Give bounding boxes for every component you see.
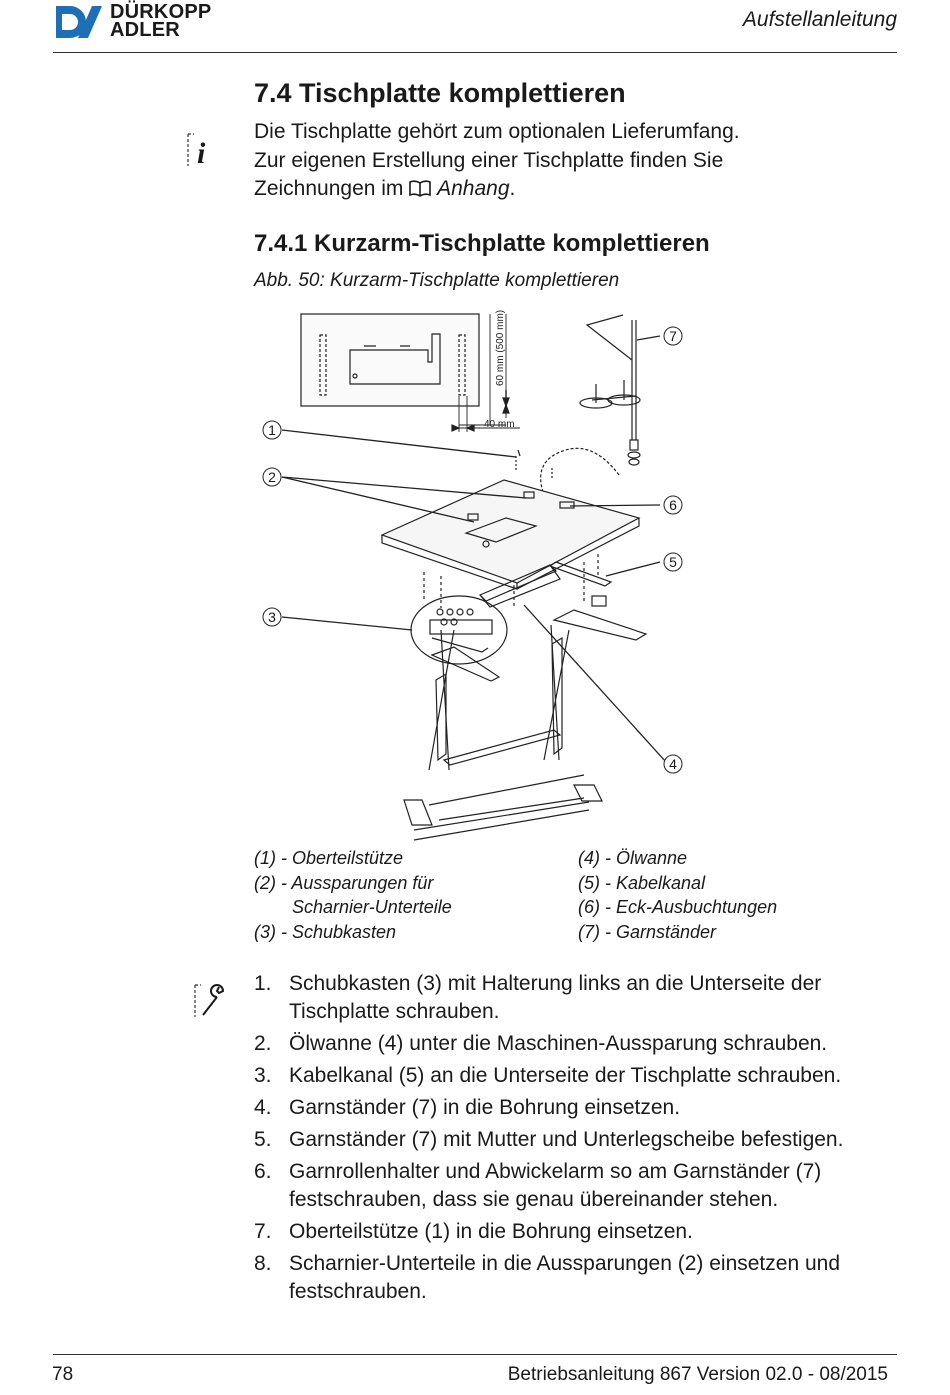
section-title: 7.4 Tischplatte komplettieren: [254, 78, 626, 108]
step-text: Kabelkanal (5) an die Unterseite der Tischplatte schrauben.: [289, 1064, 842, 1087]
step-text: Garnständer (7) mit Mutter und Unterlegscheibe befestigen.: [289, 1128, 844, 1151]
svg-text:4: 4: [669, 756, 677, 772]
svg-text:i: i: [197, 137, 206, 168]
legend-item-2: (2) - Aussparungen für: [254, 872, 434, 893]
legend-right: [578, 846, 777, 944]
step-text: Garnständer (7) in die Bohrung einsetzen.: [289, 1096, 681, 1119]
drawer-detail-circle: [411, 596, 507, 664]
callout-4: [664, 755, 682, 773]
info-icon: [186, 132, 220, 168]
step-number: 8.: [254, 1252, 272, 1275]
callout-1: [263, 421, 281, 439]
step-item: [254, 1094, 914, 1122]
legend-left: [254, 846, 452, 944]
svg-text:3: 3: [268, 609, 276, 625]
wrench-icon: [193, 983, 227, 1019]
cable-channel: [550, 562, 611, 586]
step-item: [254, 970, 914, 1026]
svg-text:7: 7: [669, 328, 677, 344]
brand-logo-icon: [52, 2, 108, 42]
svg-text:5: 5: [669, 554, 677, 570]
info-line-3-end: .: [509, 177, 516, 200]
page-number: 78: [52, 1364, 74, 1385]
step-text: Scharnier-Unterteile in die Aussparungen (2) einsetzen und festschrauben.: [289, 1252, 840, 1303]
svg-text:1: 1: [268, 422, 276, 438]
step-item: [254, 1126, 914, 1154]
info-paragraph: [254, 118, 854, 204]
step-number: 4.: [254, 1096, 272, 1119]
book-icon: [409, 179, 431, 197]
dimension-horizontal-label: 40 mm: [484, 419, 515, 430]
step-number: 3.: [254, 1064, 272, 1087]
step-text: Oberteilstütze (1) in die Bohrung einsetzen.: [289, 1220, 693, 1243]
header-section-label: Aufstellanleitung: [742, 8, 897, 31]
info-line-2: Zur eigenen Erstellung einer Tischplatte finden Sie: [254, 148, 724, 172]
brand-name-line2: ADLER: [110, 19, 180, 41]
table-assembly-figure: [254, 300, 714, 845]
legend-item-3: (3) - Schubkasten: [254, 921, 397, 942]
stand-legs: [436, 638, 562, 760]
step-number: 5.: [254, 1128, 272, 1151]
document-info: Betriebsanleitung 867 Version 02.0 - 08/2015: [507, 1364, 888, 1385]
tabletop-perspective: [382, 480, 639, 583]
legend-item-4: (4) - Ölwanne: [578, 848, 688, 868]
callout-5: [664, 553, 682, 571]
svg-text:6: 6: [669, 497, 677, 513]
info-line-3: [254, 175, 854, 204]
dimension-vertical-label: 60 mm (500 mm): [495, 309, 506, 386]
callout-2: [263, 468, 281, 486]
step-text: Ölwanne (4) unter die Maschinen-Aussparung schrauben.: [289, 1032, 828, 1055]
callout-6: [664, 496, 682, 514]
subsection-title: 7.4.1 Kurzarm-Tischplatte komplettieren: [254, 230, 710, 257]
step-number: 1.: [254, 972, 272, 995]
figure-caption: Abb. 50: Kurzarm-Tischplatte komplettieren: [254, 270, 620, 291]
info-line-1: Die Tischplatte gehört zum optionalen Lieferumfang.: [254, 120, 740, 143]
step-item: [254, 1158, 914, 1214]
thread-stand-arm: [587, 315, 632, 360]
footer-divider: [53, 1354, 897, 1355]
step-number: 6.: [254, 1160, 272, 1183]
step-item: [254, 1062, 914, 1090]
legend-item-5: (5) - Kabelkanal: [578, 872, 706, 893]
tabletop-plan-view: [301, 314, 479, 406]
legend-item-6: (6) - Eck-Ausbuchtungen: [578, 897, 778, 917]
step-item: [254, 1218, 914, 1246]
step-item: [254, 1030, 914, 1058]
step-item: [254, 1250, 914, 1306]
legend-item-1: (1) - Oberteilstütze: [254, 848, 404, 868]
step-number: 2.: [254, 1032, 272, 1055]
info-line-3-text: Zeichnungen im: [254, 177, 404, 200]
legend-item-7: (7) - Garnständer: [578, 921, 717, 942]
appendix-link[interactable]: Anhang: [437, 177, 510, 200]
step-number: 7.: [254, 1220, 272, 1243]
callout-7: [664, 327, 682, 345]
step-text: Garnrollenhalter und Abwickelarm so am Garnständer (7) festschrauben, dass sie genau übereinander stehen.: [289, 1160, 822, 1211]
legend-item-2-cont: Scharnier-Unterteile: [292, 897, 452, 917]
svg-text:2: 2: [268, 469, 276, 485]
header-divider: [53, 52, 897, 53]
assembly-steps-list: [254, 970, 914, 1310]
step-text: Schubkasten (3) mit Halterung links an die Unterseite der Tischplatte schrauben.: [289, 972, 822, 1023]
brand-name-line1: DÜRKOPP: [110, 1, 212, 23]
callout-3: [263, 608, 281, 626]
